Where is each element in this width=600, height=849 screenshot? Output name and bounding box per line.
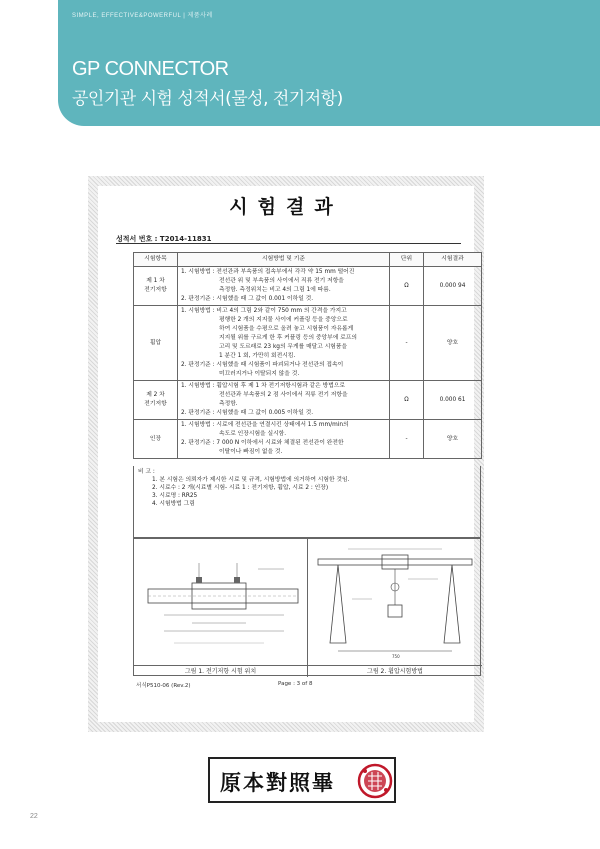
test-report <box>98 186 474 722</box>
method-line: 1. 시험방법 : 휨압시험 후 제 1 차 전기저항시험과 같은 방법으로 <box>181 383 345 389</box>
page-title: GP CONNECTOR <box>72 58 229 80</box>
notes-section <box>133 466 481 538</box>
test-result: 양호 <box>424 306 482 381</box>
note-line: 3. 시료명 : RR25 <box>152 493 198 499</box>
col-header: 시험방법 및 기준 <box>178 253 390 267</box>
test-item-line: 제 2 차 <box>146 392 165 398</box>
col-header: 시험결과 <box>424 253 482 267</box>
report-number: 성적서 번호 : T2014-11831 <box>116 235 212 243</box>
method-line: 1. 시험방법 : 시료에 전선관을 연결시킨 상태에서 1.5 mm/min의 <box>181 422 349 428</box>
test-item <box>134 306 178 381</box>
col-header: 시험항목 <box>134 253 178 267</box>
results-table <box>133 252 482 459</box>
test-item-line: 제 1 차 <box>146 278 165 284</box>
unit: - <box>390 306 424 381</box>
col-header: 단위 <box>390 253 424 267</box>
red-stamp-icon <box>356 762 394 800</box>
method-line: 전선관 위 및 부속품의 사이에서 직류 전기 저항을 <box>219 278 344 284</box>
table-row <box>134 306 482 381</box>
test-item <box>134 267 178 306</box>
method-line: 측정함. 측정위치는 비고 4의 그림 1에 따름. <box>219 287 331 293</box>
table-row <box>134 420 482 459</box>
method-line: 미끄러지거나 이탈되지 않을 것. <box>219 371 300 377</box>
unit: Ω <box>390 267 424 306</box>
test-item-line: 전기저항 <box>144 401 167 407</box>
fig2-dimension: 750 <box>392 654 400 659</box>
method-line: 2. 판정기준 : 시험했을 때 시험품이 파괴되거나 전선관의 접속이 <box>181 362 344 368</box>
notes-label: 비 고 : <box>138 469 155 475</box>
test-method <box>178 267 390 306</box>
form-code: 서식P510-06 (Rev.2) <box>136 683 191 689</box>
figures <box>133 538 481 676</box>
seal-text: 原本對照畢 <box>220 770 335 795</box>
method-line: 평행한 2 개의 지지물 사이에 커플링 등을 중앙으로 <box>219 317 348 323</box>
test-item-line: 전기저항 <box>144 287 167 293</box>
table-row <box>134 381 482 420</box>
test-result: 양호 <box>424 420 482 459</box>
document-frame <box>88 176 484 732</box>
test-item <box>134 381 178 420</box>
note-line: 1. 본 시험은 의뢰자가 제시한 시료 및 규격, 시험방법에 의거하여 시험한 것임. <box>152 477 350 483</box>
resistance-diagram <box>134 539 308 665</box>
method-line: 2. 판정기준 : 시험했을 때 그 값이 0.005 이하일 것. <box>181 410 314 416</box>
test-method <box>178 381 390 420</box>
method-line: 지지될 위를 구르게 한 후 커플링 등의 중앙부에 로프의 <box>219 335 357 341</box>
method-line: 고리 및 도르래로 23 kg의 무게를 매달고 시험품을 <box>219 344 348 350</box>
figure-2-caption: 그림 2. 휨압시험방법 <box>308 665 482 677</box>
test-result: 0.000 61 <box>424 381 482 420</box>
report-title: 시험결과 <box>229 196 343 218</box>
page-subtitle: 공인기관 시험 성적서(물성, 전기저항) <box>72 89 343 109</box>
unit: - <box>390 420 424 459</box>
method-line: 1. 시험방법 : 비고 4의 그림 2와 같이 750 mm 의 간격을 가지고 <box>181 308 347 314</box>
divider <box>116 243 461 244</box>
method-line: 1 분간 1 회, 가만히 회전시킴. <box>219 353 296 359</box>
test-item-line: 휨압 <box>149 339 162 346</box>
report-page: Page : 3 of 8 <box>278 681 313 687</box>
method-line: 이탈이나 빠짐이 없을 것. <box>219 449 283 455</box>
method-line: 2. 판정기준 : 시험했을 때 그 값이 0.001 이하일 것. <box>181 296 314 302</box>
note-line: 2. 시료수 : 2 개(시료별 시험- 시료 1 : 전기저항, 휨압, 시료 2 : 인장) <box>152 485 329 491</box>
figure-1-caption: 그림 1. 전기저항 시험 위치 <box>134 665 307 677</box>
method-line: 하여 시험품을 수평으로 올려 놓고 시험품이 자유롭게 <box>219 326 354 332</box>
note-line: 4. 시험방법 그림 <box>152 501 195 507</box>
page-header <box>58 0 600 126</box>
table-row <box>134 267 482 306</box>
figure-2 <box>308 539 482 677</box>
test-item <box>134 420 178 459</box>
method-line: 1. 시험방법 : 전선관과 부속품의 접속부에서 각각 약 15 mm 떨어진 <box>181 269 355 275</box>
method-line: 속도로 인장시험을 실시함. <box>219 431 287 437</box>
bending-diagram <box>308 539 482 665</box>
test-method <box>178 420 390 459</box>
method-line: 측정함. <box>219 401 238 407</box>
figure-1 <box>134 539 308 677</box>
page-number: 22 <box>30 813 38 820</box>
original-verified-box <box>208 757 396 803</box>
test-item-line: 인장 <box>149 435 162 442</box>
test-result: 0.000 94 <box>424 267 482 306</box>
test-method <box>178 306 390 381</box>
header-tagline: SIMPLE, EFFECTIVE&POWERFUL | 제품사례 <box>72 13 213 19</box>
method-line: 전선관과 부속품의 2 점 사이에서 직류 전기 저항을 <box>219 392 348 398</box>
unit: Ω <box>390 381 424 420</box>
method-line: 2. 판정기준 : 7 000 N 이하에서 시료와 체결된 전선관이 완전한 <box>181 440 344 446</box>
